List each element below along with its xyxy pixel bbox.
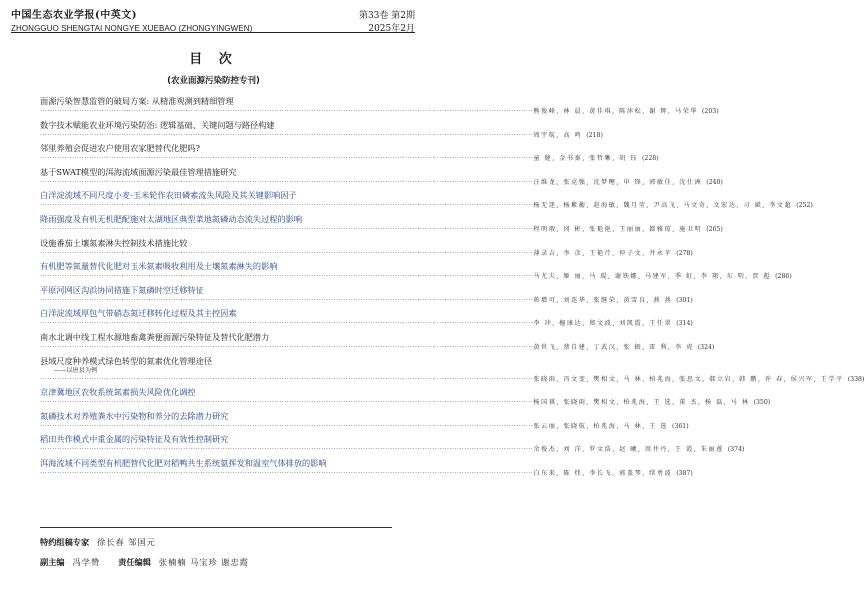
article-title[interactable]: 有机肥等氮量替代化肥对玉米氮素吸收利用及土壤氮素淋失的影响 bbox=[40, 261, 278, 272]
journal-title-cn: 中国生态农业学报(中英文) bbox=[11, 10, 137, 21]
author-line bbox=[40, 343, 715, 352]
article-authors: 白东来, 陈 炜, 李长飞, 郭盖琴, 续勇波 bbox=[533, 469, 673, 477]
toc-entry[interactable] bbox=[40, 237, 693, 258]
page-number: (228) bbox=[641, 155, 659, 163]
page-number: (314) bbox=[676, 320, 693, 328]
header-divider bbox=[11, 32, 415, 33]
author-line bbox=[40, 398, 771, 407]
article-authors: 马尤夫, 姬 丽, 马 琨, 谢铁娜, 马建军, 季 虹, 李 翔, 东 明, 贾 彪 bbox=[533, 273, 772, 281]
editor-row bbox=[40, 557, 249, 568]
article-authors: 杨无迷, 杨紫蘅, 赵海敏, 魏月莹, 尹高飞, 马文奇, 文宏达, 习 斌, 李文超 bbox=[533, 202, 793, 210]
article-authors: 杨国祺, 张晓雨, 樊相文, 柏兆海, 王 选, 董 杰, 杨 磊, 马 林 bbox=[533, 399, 750, 407]
article-authors: 薄录吉, 李 彦, 王艳芹, 仲子文, 井永苹 bbox=[533, 249, 673, 257]
leader-dots: ········································································································································································································ bbox=[40, 296, 534, 304]
article-authors: 熊俊峰, 林 晨, 黄佳琪, 陈沐松, 谢 辉, 马荣华 bbox=[533, 108, 698, 115]
special-editor-row bbox=[40, 537, 156, 548]
table-of-contents bbox=[40, 96, 864, 482]
article-title[interactable]: 洱海流域不同类型有机肥替代化肥对稻鸭共生系统氨挥发和温室气体排放的影响 bbox=[40, 457, 327, 468]
author-line bbox=[40, 319, 693, 328]
article-title[interactable]: 县域尺度种养模式绿色转型的氮素优化管理途径 bbox=[40, 355, 212, 366]
toc-entry[interactable] bbox=[40, 387, 771, 407]
page-number: (252) bbox=[796, 202, 813, 210]
responsible-editor-label: 责任编辑 bbox=[118, 557, 151, 567]
deputy-editor-name: 冯学赞 bbox=[72, 557, 101, 567]
author-line bbox=[40, 422, 689, 431]
leader-dots: ········································································································································································································ bbox=[40, 375, 534, 383]
toc-entry[interactable] bbox=[40, 166, 723, 187]
author-line bbox=[40, 225, 723, 234]
toc-entry[interactable] bbox=[40, 190, 813, 210]
leader-dots: ········································································································································································································ bbox=[40, 108, 534, 115]
leader-dots: ········································································································································································································ bbox=[40, 155, 534, 163]
toc-entry[interactable] bbox=[40, 261, 792, 281]
article-title[interactable]: 京津冀地区农牧系统氮素损失风险优化调控 bbox=[40, 387, 196, 398]
leader-dots: ········································································································································································································ bbox=[40, 469, 534, 477]
toc-entry[interactable] bbox=[40, 331, 715, 352]
article-subtitle: ——以唐县为例 bbox=[54, 366, 98, 374]
toc-entry[interactable] bbox=[40, 355, 864, 384]
author-line bbox=[40, 469, 693, 478]
article-title[interactable]: 基于SWAT模型的洱海流域面源污染最佳管理措施研究 bbox=[40, 166, 237, 177]
journal-header bbox=[11, 6, 415, 34]
page-number: (278) bbox=[676, 249, 693, 257]
issue-number: 第33卷 第2期 bbox=[358, 11, 415, 21]
leader-dots: ········································································································································································································ bbox=[40, 131, 534, 139]
author-line bbox=[40, 201, 813, 210]
leader-dots: ········································································································································································································ bbox=[40, 178, 534, 186]
author-line bbox=[40, 131, 603, 140]
toc-entry[interactable] bbox=[40, 119, 603, 140]
article-authors: 蒋增可, 刘连华, 张继荣, 黄雪良, 燕 燕 bbox=[533, 296, 673, 304]
article-authors: 李 冲, 檀康达, 郑文波, 刘凯霞, 王任翠 bbox=[533, 320, 673, 328]
page-number: (350) bbox=[753, 399, 771, 407]
page-number: (301) bbox=[676, 296, 693, 304]
article-authors: 汪维龙, 张克强, 沈梦鲤, 申 锋, 郭敏佳, 沈仕洲 bbox=[533, 178, 703, 186]
leader-dots: ········································································································································································································ bbox=[40, 399, 534, 407]
article-authors: 余俊杰, 刘 洋, 罗文浩, 赵 曦, 周井丹, 王 霞, 朱丽莲 bbox=[533, 446, 724, 454]
article-title[interactable]: 降雨强度及有机无机肥配施对太湖地区典型菜地氮磷动态流失过程的影响 bbox=[40, 213, 303, 224]
leader-dots: ········································································································································································································ bbox=[40, 320, 534, 328]
leader-dots: ········································································································································································································ bbox=[40, 422, 534, 430]
leader-dots: ········································································································································································································ bbox=[40, 273, 534, 281]
leader-dots: ········································································································································································································ bbox=[40, 343, 534, 351]
toc-entry[interactable] bbox=[40, 213, 723, 234]
article-authors: 童 健, 金书秦, 张哲晰, 胡 钰 bbox=[533, 155, 638, 163]
toc-entry[interactable] bbox=[40, 434, 745, 454]
page-number: (324) bbox=[697, 343, 715, 351]
special-editor-label: 特约组稿专家 bbox=[40, 537, 90, 547]
toc-entry[interactable] bbox=[40, 143, 659, 163]
page-number: (218) bbox=[586, 131, 603, 139]
page-number: (338) bbox=[847, 375, 864, 383]
page-subtitle: (农业面源污染防控专刊) bbox=[167, 76, 260, 86]
leader-dots: ········································································································································································································ bbox=[40, 202, 534, 210]
toc-entry[interactable] bbox=[40, 284, 693, 305]
journal-title-en: ZHONGGUO SHENGTAI NONGYE XUEBAO (ZHONGYINGWEN) bbox=[11, 24, 253, 33]
page-number: (361) bbox=[671, 422, 689, 430]
deputy-editor-label: 副主编 bbox=[40, 557, 65, 567]
author-line bbox=[40, 107, 719, 116]
leader-dots: ········································································································································································································ bbox=[40, 446, 534, 454]
leader-dots: ········································································································································································································ bbox=[40, 249, 534, 257]
article-authors: 程明瑕, 冈 彬, 张艳艳, 王丽丽, 都雅琼, 施卫明 bbox=[533, 225, 703, 233]
page-number: (387) bbox=[676, 469, 693, 477]
author-line bbox=[40, 178, 723, 187]
toc-entry[interactable] bbox=[40, 308, 693, 328]
page-number: (240) bbox=[706, 178, 723, 186]
article-title[interactable]: 邻里养殖会促进农户使用农家肥替代化肥吗? bbox=[40, 143, 200, 154]
toc-entry[interactable] bbox=[40, 410, 689, 431]
author-line bbox=[40, 375, 864, 384]
author-line bbox=[40, 154, 659, 163]
article-title[interactable]: 数字技术赋能农业环境污染防治: 逻辑基础、关键问题与路径构建 bbox=[40, 119, 275, 130]
article-title[interactable]: 平原河网区沟浜协同措施下氮磷时空迁移特征 bbox=[40, 284, 204, 295]
article-title[interactable]: 白洋淀流域不同尺度小麦-玉米轮作农田磷素流失风险及其关键影响因子 bbox=[40, 190, 297, 201]
toc-entry[interactable] bbox=[40, 96, 719, 116]
article-authors: 张晓雨, 冯文变, 樊相文, 马 林, 柏兆海, 张思文, 郝立岩, 韩 鹏, 许 春, 侯兴军, 王学平 bbox=[533, 375, 844, 383]
article-authors: 张云丽, 张晓航, 柏兆海, 马 林, 王 选 bbox=[533, 422, 668, 430]
credits-divider bbox=[40, 527, 392, 528]
article-authors: 周宇航, 高 鸣 bbox=[533, 131, 583, 139]
page-number: (374) bbox=[727, 446, 745, 454]
issue-date: 2025年2月 bbox=[368, 24, 415, 34]
responsible-editor-names: 张楠楠 马宝珍 谢忠霞 bbox=[158, 557, 249, 567]
article-authors: 黄世飞, 蔡自建, 丁武汉, 张 振, 雷 利, 李 虎 bbox=[533, 343, 694, 351]
article-title[interactable]: 面源污染智慧监管的破局方案: 从精准观测到精细管理 bbox=[40, 96, 234, 106]
leader-dots: ········································································································································································································ bbox=[40, 225, 534, 233]
article-title[interactable]: 稻田共作模式中重金属的污染特征及有效性控制研究 bbox=[40, 434, 229, 445]
page-number: (286) bbox=[775, 273, 792, 281]
author-line bbox=[40, 445, 745, 454]
toc-entry[interactable] bbox=[40, 457, 693, 478]
page-number: (265) bbox=[706, 225, 723, 233]
author-line bbox=[40, 296, 693, 305]
article-title[interactable]: 设施番茄土壤氮素淋失控制技术措施比较 bbox=[40, 237, 188, 248]
author-line bbox=[40, 249, 693, 258]
article-title[interactable]: 南水北调中线工程水源地畜禽粪便面源污染特征及替代化肥潜力 bbox=[40, 331, 270, 342]
page-number: (203) bbox=[701, 108, 719, 115]
special-editor-names: 徐长春 邹国元 bbox=[97, 537, 156, 547]
author-line bbox=[40, 272, 792, 281]
page-title: 目 次 bbox=[189, 52, 238, 67]
article-title[interactable]: 氮磷技术对养殖粪水中污染物和养分的去除潜力研究 bbox=[40, 410, 229, 421]
article-title[interactable]: 白洋淀流域厚包气带硝态氮迁移转化过程及其主控因素 bbox=[40, 308, 237, 319]
